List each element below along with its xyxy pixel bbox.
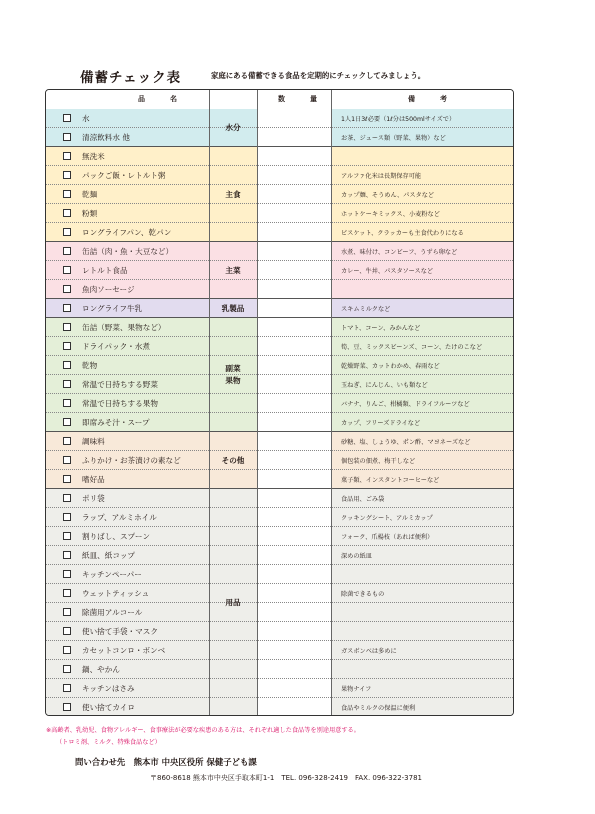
table-row [46,261,513,280]
checkbox[interactable] [63,361,71,369]
checkbox[interactable] [63,627,71,635]
table-row [46,318,513,337]
item-name: 乾物 [82,361,98,370]
group-3 [46,299,513,318]
checkbox[interactable] [63,247,71,255]
item-note: 玉ねぎ、にんじん、いも類など [341,382,428,389]
header-notes: 備 考 [408,95,456,103]
item-name: 常温で日持ちする野菜 [82,380,158,389]
table-row [46,603,513,622]
group-5 [46,432,513,489]
item-name: 鍋、やかん [82,665,120,674]
checkbox[interactable] [63,285,71,293]
group-0 [46,109,513,147]
item-name: 乾麺 [82,190,98,199]
category-label: その他 [221,455,245,465]
table-row [46,299,513,318]
checklist-table [45,89,514,716]
table-row [46,223,513,242]
item-note: 深めの紙皿 [341,553,372,560]
checkbox[interactable] [63,551,71,559]
item-name: 調味料 [82,437,105,446]
item-note: 筍、豆、ミックスビーンズ、コーン、たけのこなど [341,344,483,351]
checkbox[interactable] [63,342,71,350]
table-row [46,679,513,698]
table-row [46,508,513,527]
item-note: 食品用、ごみ袋 [341,496,385,503]
checkbox[interactable] [63,513,71,521]
item-note: 乾燥野菜、カットわかめ、春雨など [341,363,440,370]
category-label: 水分 [225,123,241,132]
checkbox[interactable] [63,437,71,445]
category-label: 副菜 果物 [225,364,241,385]
item-note: カレー、牛丼、パスタソースなど [341,268,434,275]
table-row [46,660,513,679]
checkbox[interactable] [63,399,71,407]
checkbox[interactable] [63,114,71,122]
item-name: 使い捨てカイロ [82,703,135,712]
item-note: アルファ化米は長期保存可能 [341,173,422,180]
item-name: レトルト食品 [82,266,128,275]
checkbox[interactable] [63,646,71,654]
group-1 [46,147,513,242]
checkbox[interactable] [63,190,71,198]
page-title: 備蓄チェック表 [80,70,182,86]
checkbox[interactable] [63,209,71,217]
table-row [46,166,513,185]
table-row [46,432,513,451]
item-name: キッチンはさみ [82,684,135,693]
footnote-line-1: ※高齢者、乳幼児、食物アレルギー、食事療法が必要な疾患のある方は、それぞれ適した食品等を別途用意する。 [46,727,360,734]
item-note: 個包装の佃煮、梅干しなど [341,458,416,465]
checkbox[interactable] [63,456,71,464]
checkbox[interactable] [63,418,71,426]
item-note: ホットケーキミックス、小麦粉など [341,211,440,218]
checkbox[interactable] [63,304,71,312]
item-note: ビスケット、クラッカーも主食代わりになる [341,230,464,237]
item-name: 缶詰（肉・魚・大豆など） [82,247,174,256]
item-note: お茶、ジュース類（野菜、果物）など [341,135,446,142]
table-row [46,204,513,223]
item-name: 使い捨て手袋・マスク [82,627,158,636]
item-note: 1人1日3ℓ必要（1ℓ分は500mlサイズで） [341,116,456,123]
table-row [46,147,513,166]
item-note: 水煮、味付け、コンビーフ、うずら卵など [341,249,458,256]
checkbox[interactable] [63,589,71,597]
table-row [46,280,513,299]
item-note: 砂糖、塩、しょうゆ、ポン酢、マヨネーズなど [341,439,471,446]
item-name: ふりかけ・お茶漬けの素など [82,456,181,465]
item-name: 除菌用アルコール [82,608,143,617]
address-info: 〒860-8618 熊本市中央区手取本町1-1 TEL. 096-328-2419 FAX. 096-322-3781 [150,774,423,782]
item-name: カセットコンロ・ボンベ [82,646,166,655]
checkbox[interactable] [63,532,71,540]
checkbox[interactable] [63,494,71,502]
item-note: バナナ、りんご、柑橘類、ドライフルーツなど [341,401,470,408]
table-row [46,622,513,641]
table-row [46,489,513,508]
table-row [46,641,513,660]
item-name: 水 [82,114,90,123]
item-note: カップ麺、そうめん、パスタなど [341,192,435,199]
table-header [46,90,513,110]
page-subtitle: 家庭にある備蓄できる食品を定期的にチェックしてみましょう。 [211,71,426,80]
checkbox[interactable] [63,171,71,179]
checkbox[interactable] [63,228,71,236]
checkbox[interactable] [63,703,71,711]
header-item-name: 品 名 [138,95,186,103]
group-6 [46,489,513,716]
checkbox[interactable] [63,380,71,388]
group-2 [46,242,513,299]
item-name: 紙皿、紙コップ [82,551,136,560]
item-note: 除菌できるもの [341,591,385,598]
item-note: ガスボンベは多めに [341,648,397,655]
category-label: 乳製品 [221,303,245,313]
contact-info: 問い合わせ先 熊本市 中央区役所 保健子ども課 [75,757,257,767]
table-row [46,356,513,375]
checkbox[interactable] [63,665,71,673]
checkbox[interactable] [63,266,71,274]
item-name: キッチンペーパー [82,570,142,579]
table-row [46,451,513,470]
table-row [46,394,513,413]
table-row [46,109,513,128]
item-name: 無洗米 [82,152,105,161]
table-row [46,375,513,394]
checkbox[interactable] [63,323,71,331]
item-name: 粉類 [82,209,98,218]
category-label: 主食 [225,189,241,199]
item-note: 菓子類、インスタントコーヒーなど [341,477,440,484]
table-row [46,470,513,489]
footnote-line-2: （トロミ剤、ミルク、特殊食品など） [56,739,161,746]
item-name: ドライパック・水煮 [82,342,150,351]
item-name: ラップ、アルミホイル [82,513,157,522]
category-label: 用品 [225,598,241,607]
table-row [46,698,513,716]
group-4 [46,318,513,432]
item-note: クッキングシート、アルミカップ [341,515,433,522]
table-row [46,337,513,356]
table-row [46,413,513,432]
item-name: 清涼飲料水 他 [82,133,130,142]
item-name: ロングライフ牛乳 [82,304,143,313]
item-name: ウェットティッシュ [82,589,150,598]
checkbox[interactable] [63,608,71,616]
checkbox[interactable] [63,475,71,483]
item-name: ロングライフパン、乾パン [82,228,172,237]
table-row [46,584,513,603]
item-note: フォーク、爪楊枝（あれば便利） [341,534,434,541]
item-name: ポリ袋 [82,494,105,503]
item-name: 割りばし、スプーン [82,532,150,541]
table-row [46,565,513,584]
item-note: トマト、コーン、みかんなど [341,325,421,332]
checkbox[interactable] [63,684,71,692]
checkbox[interactable] [63,570,71,578]
item-name: 即席みそ汁・スープ [82,418,150,427]
table-row [46,527,513,546]
table-row [46,128,513,147]
item-name: 嗜好品 [82,475,105,484]
item-name: 缶詰（野菜、果物など） [82,323,166,332]
table-row [46,185,513,204]
item-note: 果物ナイフ [341,686,372,693]
item-note: スキムミルクなど [341,306,391,313]
header-quantity: 数 量 [278,95,326,103]
category-label: 主菜 [225,265,241,275]
checkbox[interactable] [63,133,71,141]
checkbox[interactable] [63,152,71,160]
item-note: 食品やミルクの保温に便利 [341,705,416,712]
item-name: 魚肉ソーセージ [82,285,135,294]
item-name: パックご飯・レトルト粥 [82,171,166,180]
table-row [46,242,513,261]
table-row [46,546,513,565]
item-note: カップ、フリーズドライなど [341,420,421,427]
item-name: 常温で日持ちする果物 [82,399,158,408]
